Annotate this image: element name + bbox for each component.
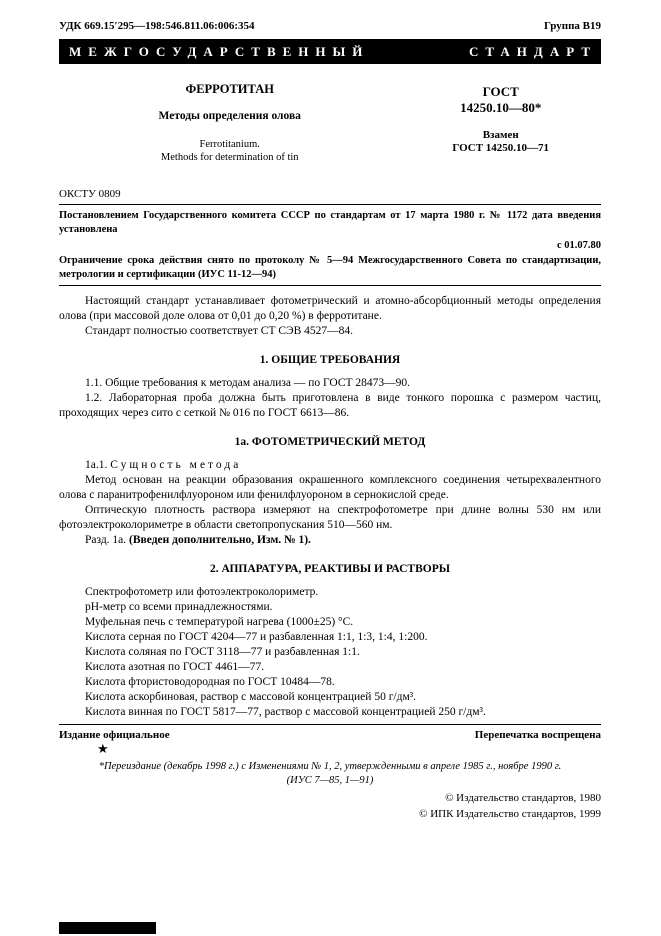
apparatus-item: рН-метр со всеми принадлежностями. [85,601,273,613]
gost-designation-block [400,76,601,164]
section-1a-heading: 1а. ФОТОМЕТРИЧЕСКИЙ МЕТОД [234,436,426,448]
gost-label: ГОСТ [482,84,519,99]
apparatus-item: Кислота азотная по ГОСТ 4461—77. [85,661,265,673]
title-block [59,76,601,164]
clause-term: Сущность метода [110,459,242,471]
apparatus-item: Кислота соляная по ГОСТ 3118—77 и разбавленная 1:1. [85,646,360,658]
decree-paragraph: Постановлением Государственного комитета СССР по стандартам от 17 марта 1980 г. № 1172 дата введения установлена [59,210,601,235]
section-1-paragraph-1: 1.1. Общие требования к методам анализа — по ГОСТ 28473—90. [85,377,411,389]
intro-paragraph-1: Настоящий стандарт устанавливает фотометрический и атомно-абсорбционный методы определения олова (при массовой доле олова от 0,01 до 0,20 %) в ферротитане. [59,295,601,322]
clause-number: 1а.1. [85,459,111,471]
apparatus-item: Кислота серная по ГОСТ 4204—77 и разбавленная 1:1, 1:3, 1:4, 1:200. [85,631,428,643]
copyright-line-2: © ИПК Издательство стандартов, 1999 [419,808,601,820]
horizontal-rule-2 [59,285,601,286]
section-1-paragraph-2: 1.2. Лабораторная проба должна быть приготовлена в виде тонкого порошка с размером частиц, проходящих через сито с сеткой № 016 по ГОСТ 6613—86. [59,392,601,419]
apparatus-item: Спектрофотометр или фотоэлектроколориметр. [85,586,319,598]
replaces-value: ГОСТ 14250.10—71 [452,142,550,154]
amendment-note-bold: (Введен дополнительно, Изм. № 1). [129,534,311,546]
intro-paragraph-2: Стандарт полностью соответствует СТ СЭВ 4527—84. [85,325,354,337]
document-subtitle: Методы определения олова [158,110,301,122]
horizontal-rule-1 [59,204,601,205]
apparatus-item: Кислота фтористоводородная по ГОСТ 10484—78. [85,676,335,688]
udk-code: УДК 669.15′295—198:546.811.06:006:354 [59,20,255,32]
document-title-en-line2: Methods for determination of tin [160,152,299,163]
group-code: Группа В19 [543,20,601,32]
standard-type-banner [59,39,601,64]
amendment-note-prefix: Разд. 1а. [85,534,130,546]
print-registration-mark [59,922,156,934]
section-2-heading: 2. АППАРАТУРА, РЕАКТИВЫ И РАСТВОРЫ [209,563,451,575]
footer-row [59,729,601,741]
official-edition-label: Издание официальное [59,729,170,741]
horizontal-rule-footer [59,724,601,725]
document-title: ФЕРРОТИТАН [185,82,274,96]
apparatus-item: Муфельная печь с температурой нагрева (1000±25) °С. [85,616,354,628]
copyright-block [59,790,601,822]
limitation-paragraph: Ограничение срока действия снято по протоколу № 5—94 Межгосударственного Совета по стандартизации, метрологии и сертификации (ИУС 11-12—94) [59,255,601,280]
okstu-code: ОКСТУ 0809 [59,188,121,200]
section-1a-clause-title [59,458,601,473]
apparatus-item: Кислота аскорбиновая, раствор с массовой концентрацией 50 г/дм³. [85,691,417,703]
section-1a-paragraph-3: Оптическую плотность раствора измеряют на спектрофотометре при длине волны 530 нм или фотоэлектроколориметре в области светопропускания 510—560 нм. [59,504,601,531]
section-1-heading: 1. ОБЩИЕ ТРЕБОВАНИЯ [259,354,401,366]
replaces-label: Взамен [482,129,519,141]
copyright-line-1: © Издательство стандартов, 1980 [445,792,601,804]
effective-date: с 01.07.80 [556,240,601,251]
apparatus-item: Кислота винная по ГОСТ 5817—77, раствор с массовой концентрацией 250 г/дм³. [85,706,486,718]
banner-word-2: СТАНДАРТ [468,44,597,59]
star-mark: ★ [97,741,109,756]
section-1a-amendment-note [59,533,601,548]
reissue-note: *Переиздание (декабрь 1998 г.) с Изменениями № 1, 2, утвержденными в апреле 1985 г., ноябре 1990 г. (ИУС 7—85, 1—91) [98,761,562,786]
gost-number: 14250.10—80* [460,100,542,115]
document-title-en-line1: Ferrotitanium. [199,139,260,150]
document-header-row [59,20,601,32]
section-1a-paragraph-2: Метод основан на реакции образования окрашенного комплексного соединения четырехвалентного олова с паранитрофенилфлуороном или фенилфлуороном в сернокислой среде. [59,474,601,501]
banner-word-1: МЕЖГОСУДАРСТВЕННЫЙ [69,44,370,59]
title-left-column [59,76,400,164]
reprint-forbidden-label: Перепечатка воспрещена [474,729,601,741]
